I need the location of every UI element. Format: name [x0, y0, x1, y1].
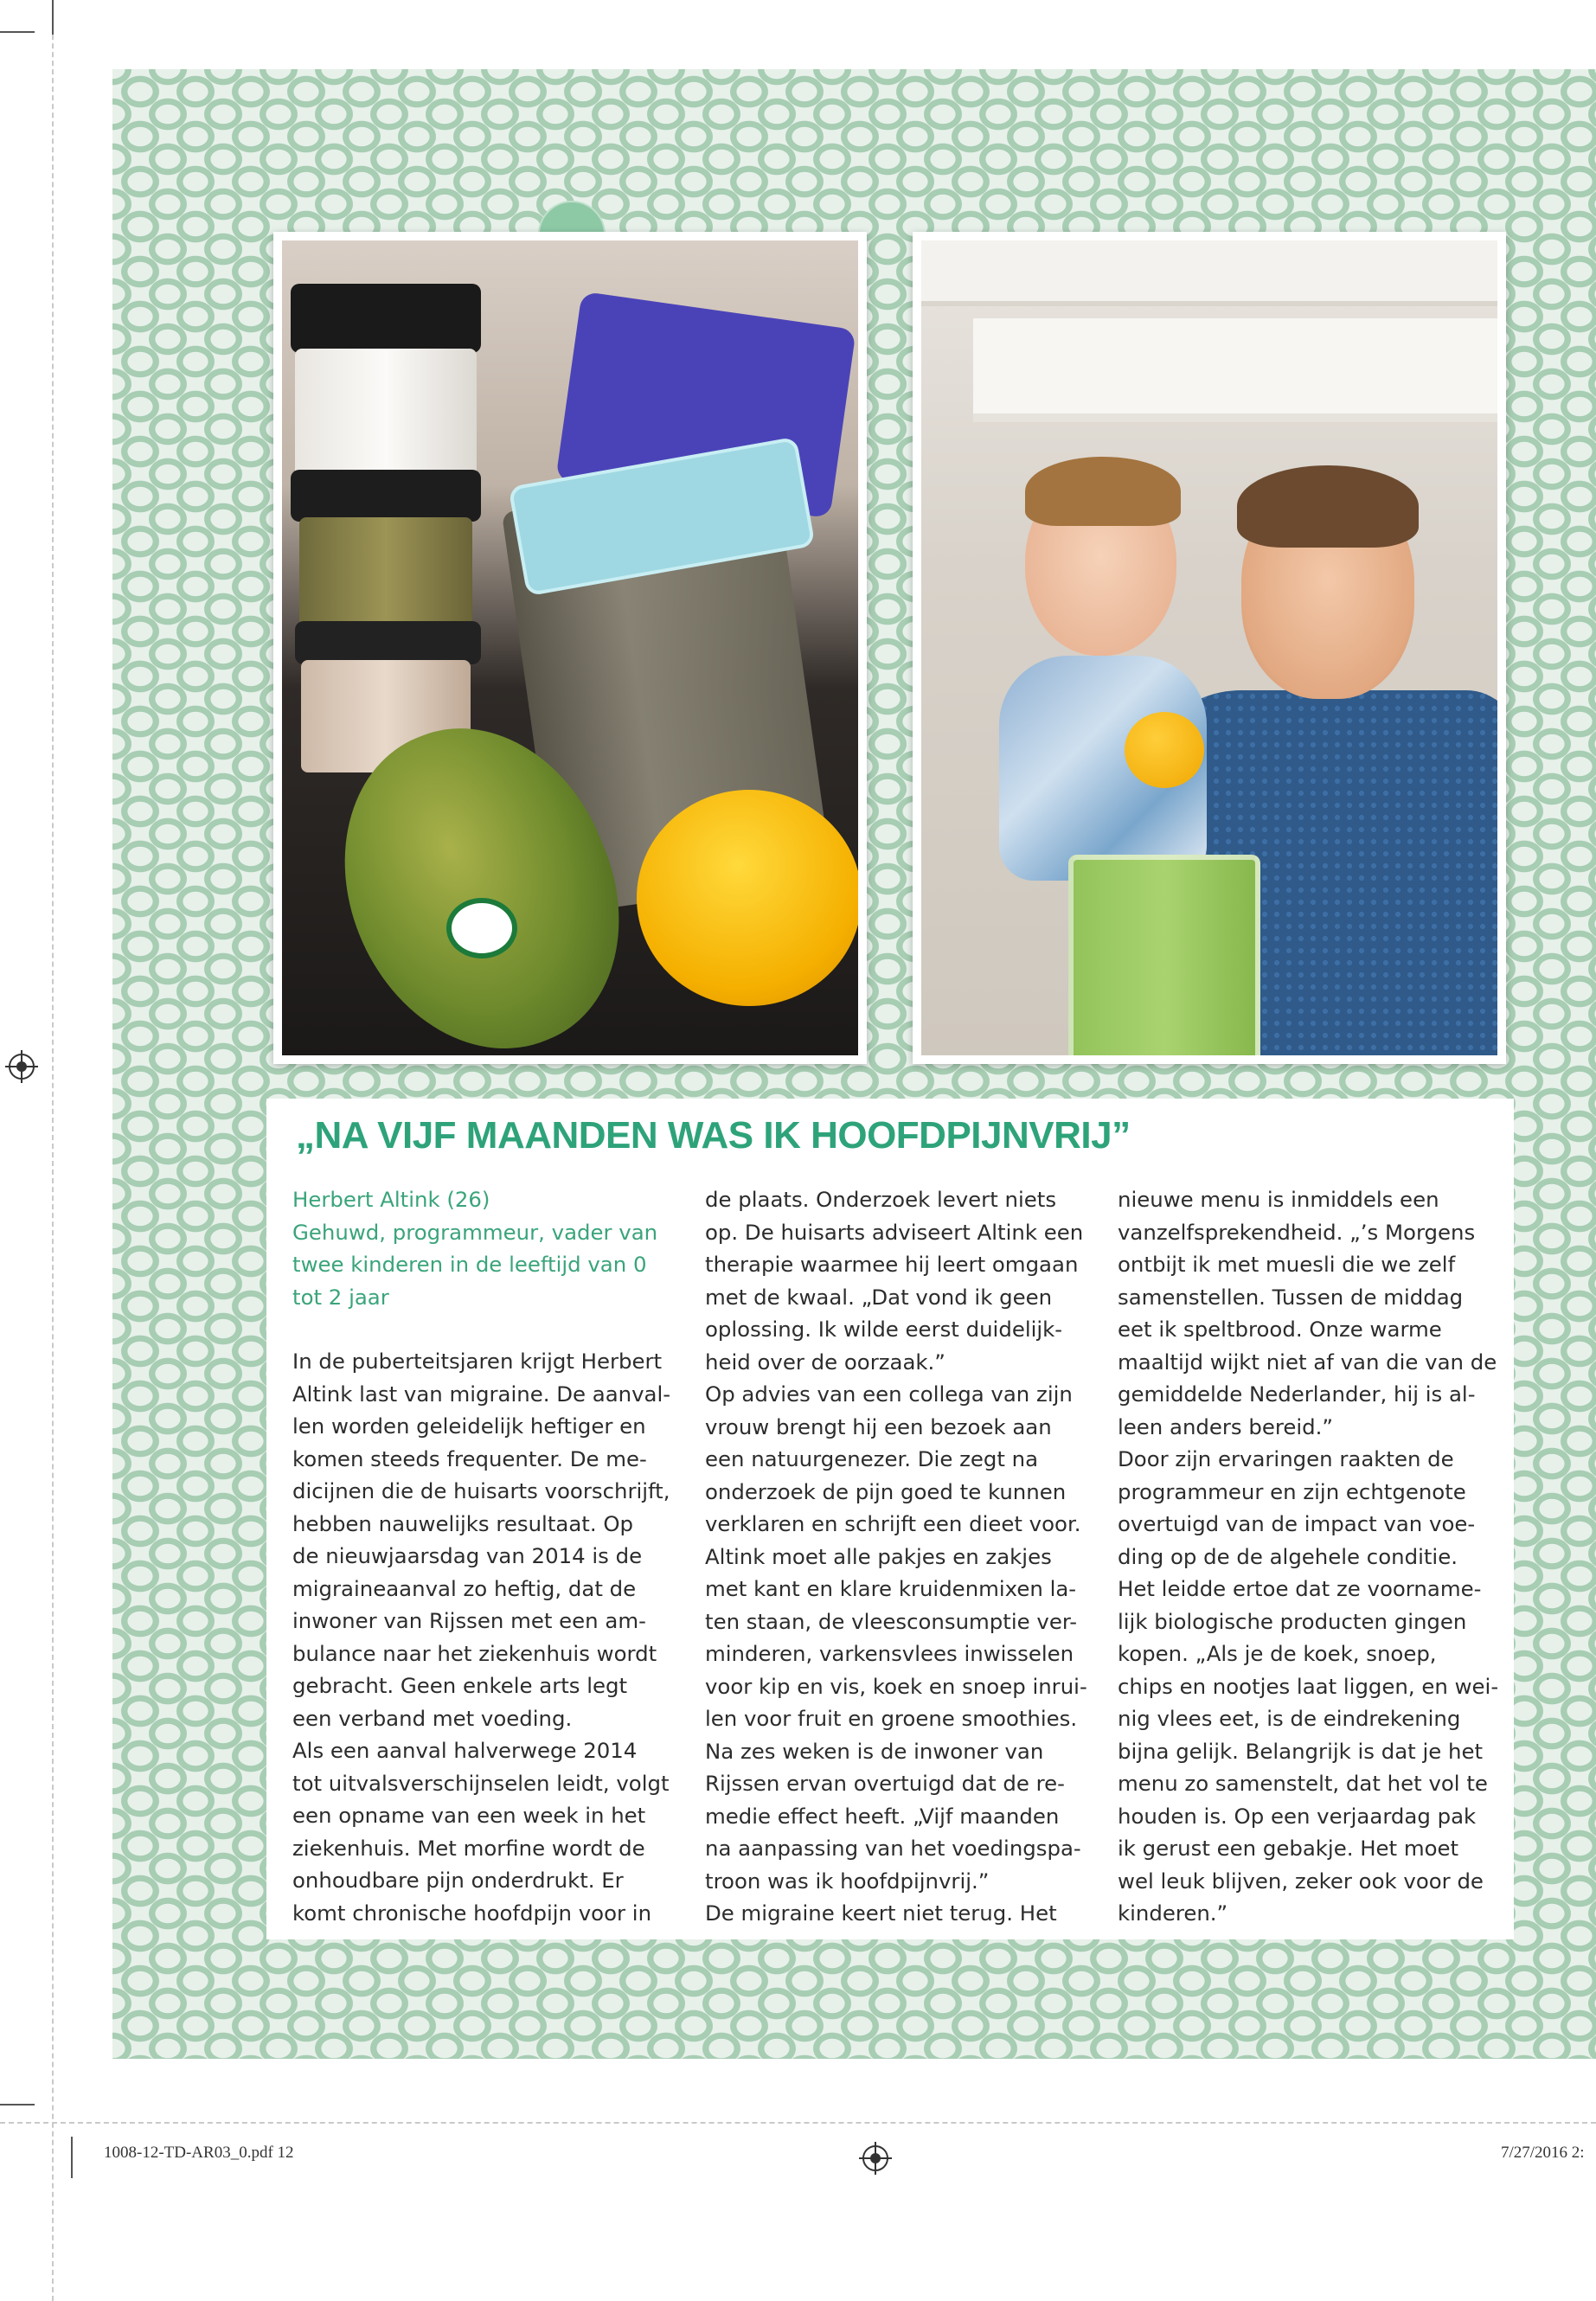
crop-mark: [0, 31, 35, 33]
text-line: nieuwe menu is inmiddels een: [1118, 1187, 1439, 1212]
article-column-1: [292, 1183, 683, 1929]
text-line: met kant en klare kruidenmixen la-: [705, 1576, 1077, 1601]
text-line: overtuigd van de impact van voe-: [1118, 1511, 1476, 1536]
text-line: lijk biologische producten gingen: [1118, 1608, 1467, 1634]
text-line: troon was ik hoofdpijnvrij.”: [705, 1868, 990, 1894]
text-line: met de kwaal. „Dat vond ik geen: [705, 1284, 1053, 1310]
text-line: Door zijn ervaringen raakten de: [1118, 1446, 1454, 1471]
text-line: onhoudbare pijn onderdrukt. Er: [292, 1868, 624, 1893]
text-line: voor kip en vis, koek en snoep inrui-: [705, 1673, 1087, 1699]
text-line: verklaren en schrijft een dieet voor.: [705, 1511, 1081, 1536]
person-intro: [292, 1183, 683, 1313]
article-column-2: [705, 1183, 1096, 1930]
text-line: Rijssen ervan overtuigd dat de re-: [705, 1771, 1065, 1796]
text-line: wel leuk blijven, zeker ook voor de: [1118, 1868, 1484, 1894]
text-line: gemiddelde Nederlander, hij is al-: [1118, 1381, 1476, 1407]
text-line: een natuurgenezer. Die zegt na: [705, 1446, 1039, 1471]
text-line: de plaats. Onderzoek levert niets: [705, 1187, 1057, 1212]
text-line: bijna gelijk. Belangrijk is dat je het: [1118, 1738, 1484, 1764]
text-line: maaltijd wijkt niet af van die van de: [1118, 1349, 1497, 1375]
text-line: ik gerust een gebakje. Het moet: [1118, 1836, 1459, 1861]
text-line: bulance naar het ziekenhuis wordt: [292, 1640, 657, 1666]
intro-line: tot 2 jaar: [292, 1284, 389, 1310]
text-line: ten staan, de vleesconsumptie ver-: [705, 1608, 1078, 1634]
text-line: eet ik speltbrood. Onze warme: [1118, 1317, 1442, 1342]
text-line: Na zes weken is de inwoner van: [705, 1738, 1044, 1764]
text-line: chips en nootjes laat liggen, en wei-: [1118, 1673, 1499, 1699]
registration-mark-icon: [862, 2145, 888, 2171]
text-line: therapie waarmee hij leert omgaan: [705, 1252, 1079, 1277]
text-line: Altink moet alle pakjes en zakjes: [705, 1543, 1052, 1569]
text-line: inwoner van Rijssen met een am-: [292, 1608, 646, 1633]
article-column-3: [1118, 1183, 1509, 1930]
text-line: In de puberteitsjaren krijgt Herbert: [292, 1349, 663, 1374]
text-line: kinderen.”: [1118, 1900, 1228, 1926]
article-panel: [266, 1099, 1514, 1939]
text-line: tot uitvalsverschijnselen leidt, volgt: [292, 1770, 670, 1796]
photo-father-and-son: [913, 232, 1506, 1064]
text-line: De migraine keert niet terug. Het: [705, 1900, 1057, 1926]
text-line: komen steeds frequenter. De me-: [292, 1445, 647, 1471]
text-line: oplossing. Ik wilde eerst duidelijk-: [705, 1317, 1063, 1342]
intro-line: Herbert Altink (26): [292, 1187, 490, 1212]
text-line: programmeur en zijn echtgenote: [1118, 1478, 1466, 1504]
text-line: op. De huisarts adviseert Altink een: [705, 1219, 1084, 1245]
text-line: een opname van een week in het: [292, 1803, 646, 1828]
text-line: nig vlees eet, is de eindrekening: [1118, 1706, 1461, 1731]
text-line: onderzoek de pijn goed te kunnen: [705, 1478, 1067, 1504]
text-line: ziekenhuis. Met morfine wordt de: [292, 1835, 645, 1861]
text-line: hebben nauwelijks resultaat. Op: [292, 1510, 634, 1536]
crop-mark: [71, 2137, 73, 2178]
text-line: Als een aanval halverwege 2014: [292, 1738, 638, 1763]
text-line: medie effect heeft. „Vijf maanden: [705, 1803, 1060, 1829]
text-line: Het leidde ertoe dat ze voorname-: [1118, 1576, 1482, 1601]
text-line: migraineaanval zo heftig, dat de: [292, 1575, 637, 1601]
trim-line-horizontal: [0, 2122, 1596, 2124]
intro-line: twee kinderen in de leeftijd van 0: [292, 1252, 647, 1277]
text-line: vanzelfsprekendheid. „’s Morgens: [1118, 1219, 1476, 1245]
text-line: samenstellen. Tussen de middag: [1118, 1284, 1464, 1310]
crop-mark: [0, 2104, 35, 2106]
print-file-label: 1008-12-TD-AR03_0.pdf 12: [104, 2144, 294, 2162]
registration-mark-icon: [9, 1054, 35, 1080]
text-line: de nieuwjaarsdag van 2014 is de: [292, 1543, 643, 1568]
text-line: minderen, varkensvlees inwisselen: [705, 1641, 1074, 1666]
intro-line: Gehuwd, programmeur, vader van: [292, 1219, 658, 1245]
text-line: leen anders bereid.”: [1118, 1413, 1334, 1439]
text-line: len voor fruit en groene smoothies.: [705, 1706, 1078, 1731]
text-line: ontbijt ik met muesli die we zelf: [1118, 1252, 1456, 1277]
text-line: Op advies van een collega van zijn: [705, 1381, 1073, 1407]
text-line: gebracht. Geen enkele arts legt: [292, 1673, 628, 1698]
article-headline: „NA VIJF MAANDEN WAS IK HOOFDPIJNVRIJ”: [296, 1114, 1131, 1157]
text-line: houden is. Op een verjaardag pak: [1118, 1803, 1477, 1829]
text-line: vrouw brengt hij een bezoek aan: [705, 1413, 1052, 1439]
photo-food-containers: [273, 232, 867, 1064]
text-line: kopen. „Als je de koek, snoep,: [1118, 1641, 1437, 1666]
print-date-label: 7/27/2016 2:: [1501, 2144, 1585, 2162]
text-line: Altink last van migraine. De aanval-: [292, 1381, 671, 1407]
text-line: heid over de oorzaak.”: [705, 1349, 945, 1375]
text-line: komt chronische hoofdpijn voor in: [292, 1900, 652, 1926]
text-line: ding op de de algehele conditie.: [1118, 1543, 1458, 1569]
trim-line-vertical: [52, 0, 54, 2301]
text-line: na aanpassing van het voedingspa-: [705, 1836, 1081, 1861]
text-line: len worden geleidelijk heftiger en: [292, 1413, 646, 1439]
text-line: dicijnen die de huisarts voorschrijft,: [292, 1478, 670, 1503]
crop-mark: [52, 0, 54, 35]
text-line: een verband met voeding.: [292, 1705, 573, 1731]
text-line: menu zo samenstelt, dat het vol te: [1118, 1771, 1488, 1796]
